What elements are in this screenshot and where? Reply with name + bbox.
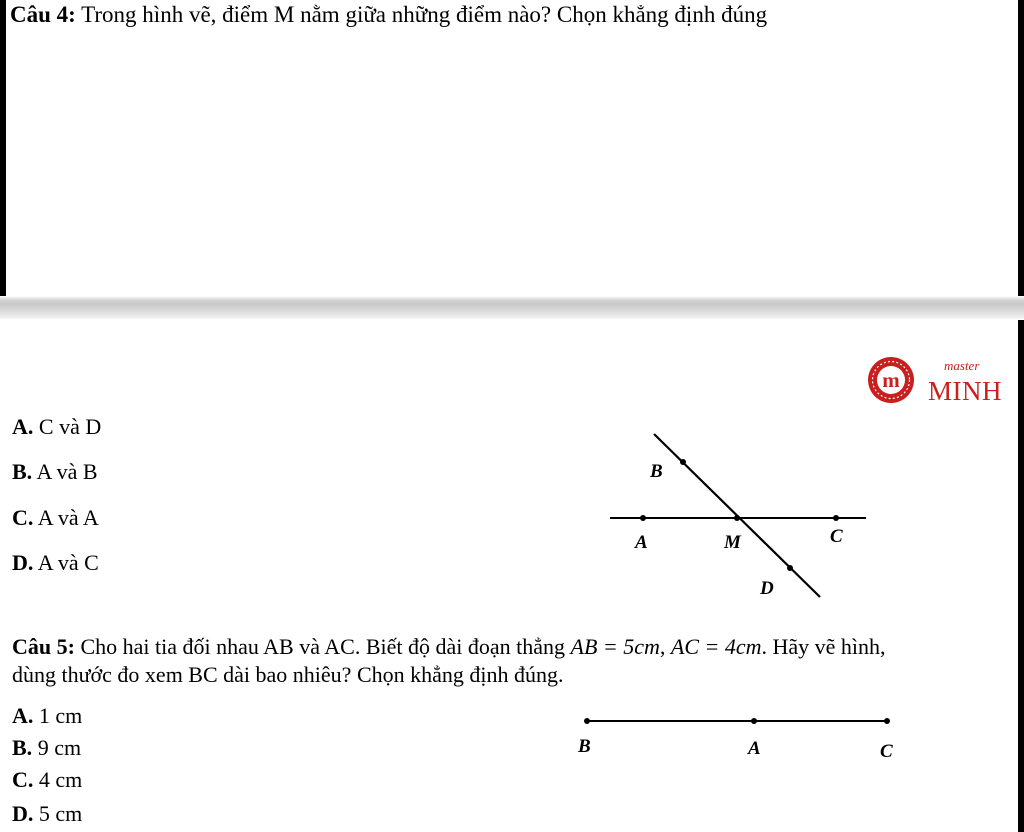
point-c-label: C [830, 526, 843, 547]
option-text: 1 cm [38, 703, 83, 728]
point-b-label: B [578, 736, 591, 757]
point-b-dot [584, 718, 590, 724]
logo-small-text: master [944, 358, 980, 373]
option-letter: A. [12, 703, 34, 728]
option-letter: C. [12, 505, 34, 530]
point-m-label: M [724, 532, 741, 553]
point-d-label: D [760, 578, 774, 599]
question-4-text: Trong hình vẽ, điểm M nằm giữa những điểm nào? Chọn khẳng định đúng [81, 2, 768, 27]
question-5-label: Câu 5: [12, 634, 75, 659]
point-b-label: B [650, 461, 663, 482]
option-text: A và C [37, 550, 99, 575]
option-text: C và D [38, 414, 102, 439]
ab-expression: AB = 5cm [570, 634, 660, 659]
option-letter: B. [12, 459, 33, 484]
logo-badge-letter: m [882, 368, 900, 392]
option-letter: A. [12, 414, 34, 439]
option-text: A và A [37, 505, 99, 530]
option-text: 5 cm [38, 801, 83, 826]
question-5-line-1-end: . Hãy vẽ hình, [761, 634, 886, 659]
point-a-label: A [748, 738, 761, 759]
option-letter: D. [12, 801, 34, 826]
option-letter: C. [12, 767, 34, 792]
ac-expression: AC = 4cm [670, 634, 762, 659]
question-4-label: Câu 4: [10, 2, 76, 27]
point-a-label: A [635, 532, 648, 553]
option-text: 9 cm [37, 735, 82, 760]
point-c-label: C [880, 741, 893, 762]
option-letter: B. [12, 735, 33, 760]
logo-big-text: MINH [928, 376, 1002, 406]
option-letter: D. [12, 550, 34, 575]
option-text: A và B [36, 459, 98, 484]
point-a-dot [751, 718, 757, 724]
question-5-text: Cho hai tia đối nhau AB và AC. Biết độ dài đoạn thẳng [80, 634, 566, 659]
question-5-line-2: dùng thước đo xem BC dài bao nhiêu? Chọn khẳng định đúng. [12, 662, 564, 687]
expression-comma: , [659, 634, 666, 659]
option-text: 4 cm [38, 767, 83, 792]
point-c-dot [884, 718, 890, 724]
